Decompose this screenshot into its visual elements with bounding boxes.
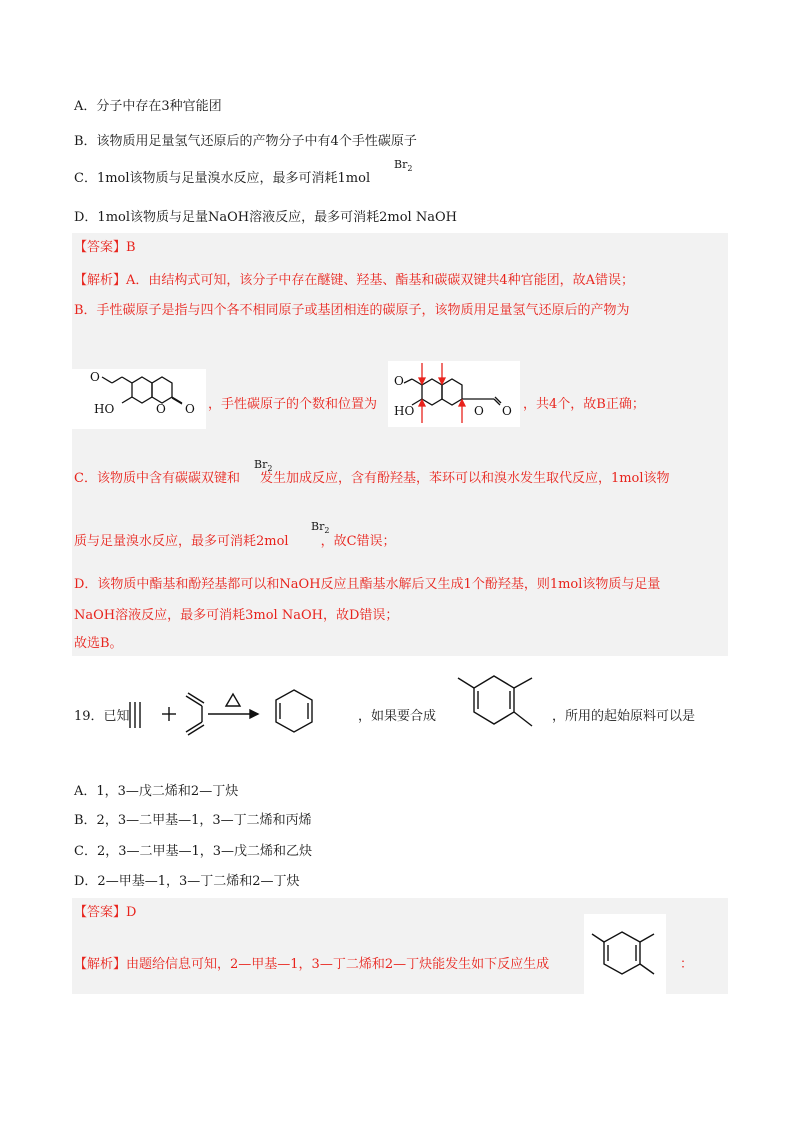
cyclohexene-ring — [276, 690, 312, 732]
methoxy-o-label: O — [90, 370, 100, 384]
q19-option-b: B．2，3—二甲基—1，3—丁二烯和丙烯 — [74, 813, 312, 828]
q18-explanation-c — [74, 469, 670, 489]
q18-conclusion: 故选B。 — [74, 636, 123, 651]
q18-explanation-b-end: ，共4个，故B正确； — [523, 397, 645, 412]
q18-option-b: B．该物质用足量氢气还原后的产物分子中有4个手性碳原子 — [74, 134, 417, 149]
q19-explanation-end: ： — [680, 957, 694, 972]
carbonyl-o-label: O — [502, 404, 512, 418]
q19-stem-prefix: 19．已知 — [74, 709, 130, 724]
q18-option-c-formula: $Br_2$ — [394, 158, 413, 173]
q18-explanation-c-cont-formula: $Br_2$ — [311, 520, 330, 535]
q18-explanation-d-cont: NaOH溶液反应，最多可消耗3mol NaOH，故D错误； — [74, 608, 399, 623]
reduced-product-svg — [72, 369, 206, 429]
methoxy-o-label: O — [394, 374, 404, 388]
q19-product-svg — [584, 914, 666, 994]
hydroxy-label: HO — [94, 402, 115, 416]
q19-explanation: 【解析】由题给信息可知，2—甲基—1，3—丁二烯和2—丁炔能发生如下反应生成 — [74, 957, 550, 972]
diels-alder-reaction-svg — [124, 676, 356, 746]
q19-product-structure — [584, 914, 666, 994]
q18-explanation-d: D．该物质中酯基和酚羟基都可以和NaOH反应且酯基水解后又生成1个酚羟基，则1mol该物质与足量 — [74, 577, 661, 592]
q19-answer: 【答案】D — [74, 905, 137, 920]
q19-option-c: C．2，3—二甲基—1，3—戊二烯和乙炔 — [74, 844, 313, 859]
q19-option-a: A．1，3—戊二烯和2—丁炔 — [74, 784, 239, 799]
q18-option-c-text: C．1mol该物质与足量溴水反应，最多可消耗1mol — [74, 171, 371, 186]
target-product-svg — [450, 662, 546, 746]
q18-option-a: A．分子中存在3种官能团 — [74, 99, 222, 114]
carbonyl-o-label: O — [185, 402, 195, 416]
q18-option-c — [74, 169, 370, 189]
q19-option-d: D．2—甲基—1，3—丁二烯和2—丁炔 — [74, 874, 300, 889]
q18-explanation-c-rest: 发生加成反应，含有酚羟基，苯环可以和溴水发生取代反应，1mol该物 — [259, 471, 670, 486]
q18-option-d: D．1mol该物质与足量NaOH溶液反应，最多可消耗2mol NaOH — [74, 210, 457, 225]
ring-o-label: O — [156, 402, 166, 416]
q18-explanation-c-cont-text: 质与足量溴水反应，最多可消耗2mol — [74, 534, 289, 549]
q19-stem-suffix: ，所用的起始原料可以是 — [552, 709, 696, 724]
q19-stem-mid: ，如果要合成 — [358, 709, 437, 724]
q18-explanation-b-mid: ，手性碳原子的个数和位置为 — [208, 397, 378, 412]
chiral-carbon-structure — [388, 361, 520, 427]
q18-explanation-c-cont-end: ，故C错误； — [320, 534, 396, 549]
q18-explanation-c-cont — [74, 532, 396, 552]
ring-o-label: O — [474, 404, 484, 418]
q18-explanation-c-formula: $Br_2$ — [254, 458, 273, 473]
q18-explanation-a: 【解析】A．由结构式可知，该分子中存在醚键、羟基、酯基和碳碳双键共4种官能团，故A错误； — [74, 273, 635, 288]
q18-explanation-b: B．手性碳原子是指与四个各不相同原子或基团相连的碳原子，该物质用足量氢气还原后的产物为 — [74, 303, 630, 318]
heat-triangle — [226, 694, 240, 706]
q18-answer: 【答案】B — [74, 240, 136, 255]
q19-explanation-box — [72, 898, 728, 994]
chiral-carbon-svg — [388, 361, 520, 427]
q18-explanation-c-start: C．该物质中含有碳碳双键和 — [74, 471, 240, 486]
reduced-product-structure — [72, 369, 206, 429]
hydroxy-label: HO — [394, 404, 415, 418]
